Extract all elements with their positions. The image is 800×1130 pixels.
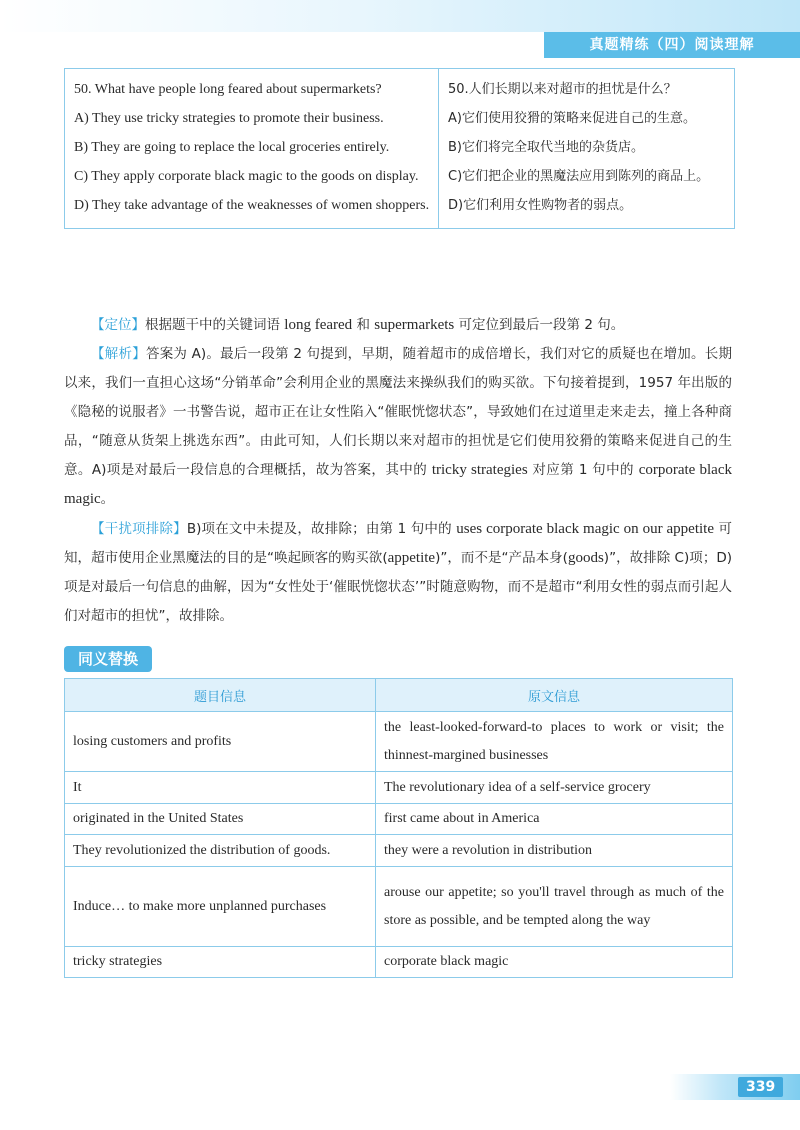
- synonym-table: [64, 678, 733, 978]
- locate-paragraph: 【定位】根据题干中的关键词语 long feared 和 supermarkets 可定位到最后一段第 2 句。: [91, 317, 625, 333]
- option-d-cn: D)它们利用女性购物者的弱点。: [448, 198, 633, 213]
- option-a-cn: A)它们使用狡猾的策略来促进自己的生意。: [448, 111, 696, 126]
- header-original-info: 原文信息: [376, 679, 733, 712]
- question-table: [64, 68, 735, 229]
- question-cell: Induce… to make more unplanned purchases: [65, 867, 376, 947]
- original-cell: corporate black magic: [376, 947, 733, 978]
- page-number: 339: [738, 1077, 783, 1097]
- table-row: [65, 804, 733, 835]
- original-cell: first came about in America: [376, 804, 733, 835]
- question-stem-cn: 50.人们长期以来对超市的担忧是什么？: [448, 82, 677, 97]
- option-b-en: B) They are going to replace the local groceries entirely.: [74, 140, 390, 155]
- table-row: [65, 835, 733, 867]
- locate-tag: 【定位】: [91, 317, 145, 333]
- synonym-section-badge: 同义替换: [64, 646, 152, 672]
- option-a-en: A) They use tricky strategies to promote their business.: [74, 111, 384, 126]
- question-cell: tricky strategies: [65, 947, 376, 978]
- analysis-paragraph: 【解析】答案为 A)。最后一段第 2 句提到，早期，随着超市的成倍增长，我们对它的质疑也在增加。长期以来，我们一直担心这场“分销革命”会利用企业的黑魔法来操纵我们的购买欲。下句接着提到，1957 年出版的《隐秘的说服者》一书警告说，超市正在让女性陷入“催眠恍惚状态”，导致她们在过道里走来走去，撞上各种商品，“随意从货架上挑选东西”。由此可知，人们长期以来对超市的担忧是它们使用狡猾的策略来促进自己的生意。A)项是对最后一段信息的合理概括，故为答案，其中的 tricky strategies 对应第 1 句中的 corporate black magic。: [64, 346, 733, 507]
- page-number-band: [670, 1074, 800, 1100]
- header-band: [0, 0, 800, 32]
- original-cell: The revolutionary idea of a self-service grocery: [376, 772, 733, 804]
- table-row: [65, 947, 733, 978]
- analysis-tag: 【解析】: [91, 346, 146, 362]
- option-c-cn: C)它们把企业的黑魔法应用到陈列的商品上。: [448, 169, 710, 184]
- section-title: 真题精练（四）阅读理解: [544, 32, 800, 58]
- header-question-info: 题目信息: [65, 679, 376, 712]
- question-english: [65, 69, 439, 229]
- table-row: [65, 867, 733, 947]
- option-b-cn: B)它们将完全取代当地的杂货店。: [448, 140, 644, 155]
- question-cell: losing customers and profits: [65, 712, 376, 772]
- original-cell: they were a revolution in distribution: [376, 835, 733, 867]
- question-cell: It: [65, 772, 376, 804]
- table-row: [65, 772, 733, 804]
- table-row: [65, 712, 733, 772]
- distractor-paragraph: 【干扰项排除】B)项在文中未提及，故排除；由第 1 句中的 uses corporate black magic on our appetite 可知，超市使用企业黑魔法的目的是“唤起顾客的购买欲(appetite)”，而不是“产品本身(goods)”，故排除 C)项；D)项是对最后一句信息的曲解，因为“女性处于‘催眠恍惚状态’”时随意购物，而不是超市“利用女性的弱点而引起人们对超市的担忧”，故排除。: [64, 521, 732, 624]
- original-cell: the least-looked-forward-to places to work or visit; the thinnest-margined businesses: [376, 712, 733, 772]
- question-chinese: [439, 69, 735, 229]
- question-cell: originated in the United States: [65, 804, 376, 835]
- option-d-en: D) They take advantage of the weaknesses of women shoppers.: [74, 198, 430, 213]
- option-c-en: C) They apply corporate black magic to the goods on display.: [74, 169, 419, 184]
- original-cell: arouse our appetite; so you'll travel through as much of the store as possible, and be tempted along the way: [376, 867, 733, 947]
- question-cell: They revolutionized the distribution of goods.: [65, 835, 376, 867]
- synonym-header-row: [65, 679, 733, 712]
- distractor-tag: 【干扰项排除】: [91, 521, 187, 537]
- question-stem-en: 50. What have people long feared about supermarkets?: [74, 82, 382, 97]
